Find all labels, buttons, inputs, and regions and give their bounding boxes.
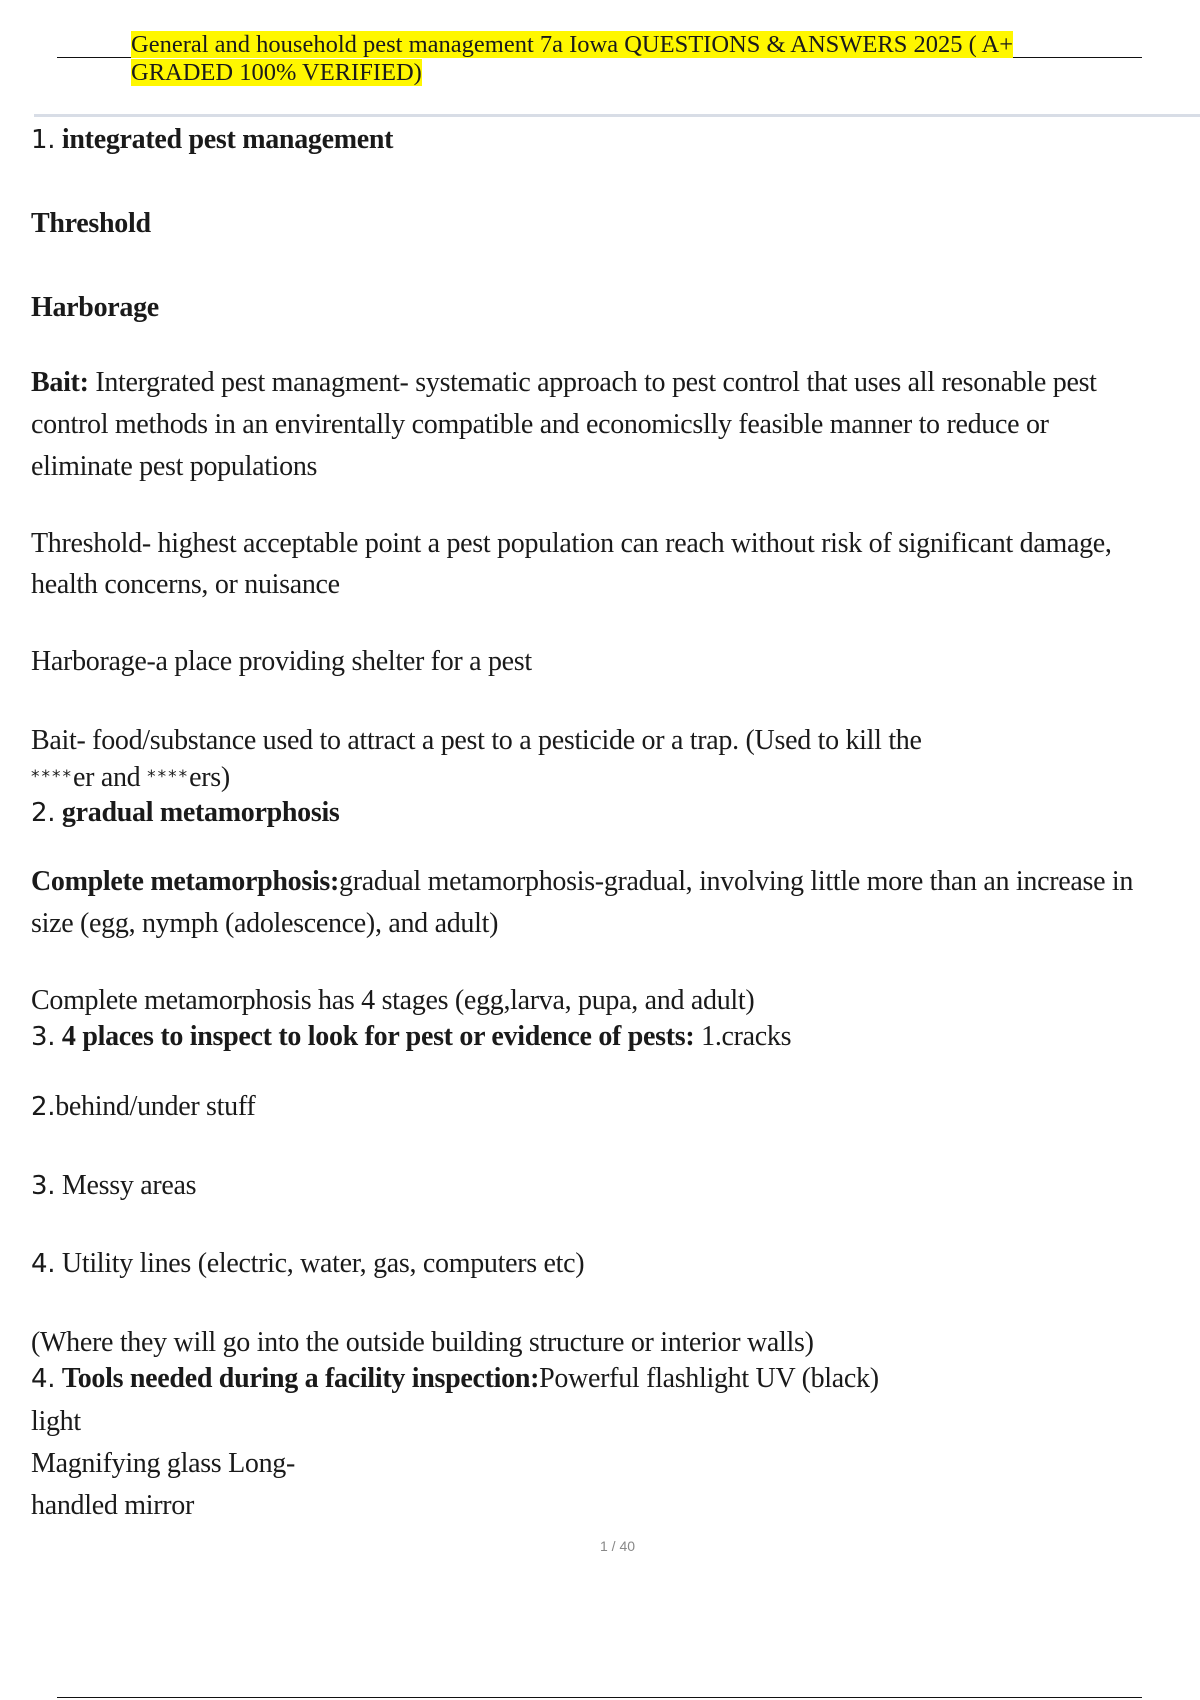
question-number: 4. (31, 1364, 56, 1394)
gradual-definition-line-2: size (egg, nymph (adolescence), and adult) (31, 908, 499, 939)
title-line-2: GRADED 100% VERIFIED) (131, 59, 422, 86)
threshold-definition-line-2: health concerns, or nuisance (31, 569, 340, 600)
answer-item-2: 2.behind/under stuff (31, 1091, 256, 1122)
bait-definition-line-2: ****er and ****ers) (31, 762, 230, 793)
answer-item-4: 4. Utility lines (electric, water, gas, computers etc) (31, 1248, 585, 1279)
question-title: gradual metamorphosis (61, 797, 340, 828)
tools-line-1: Powerful flashlight UV (black) (539, 1363, 879, 1394)
question-number: 1. (31, 125, 56, 155)
threshold-definition-line-1: Threshold- highest acceptable point a pest population can reach without risk of significant damage, (31, 528, 1112, 559)
question-title: 4 places to inspect to look for pest or evidence of pests: (61, 1021, 695, 1052)
bait-definition-line-1: Bait- food/substance used to attract a pest to a pesticide or a trap. (Used to kill the (31, 725, 922, 756)
question-title: Tools needed during a facility inspection: (61, 1363, 540, 1394)
footer-rule (57, 1697, 1142, 1698)
complete-metamorphosis-label: Complete metamorphosis: (31, 866, 340, 897)
question-1-heading (31, 124, 393, 156)
answer-item-3: 3. Messy areas (31, 1170, 197, 1201)
harborage-definition: Harborage-a place providing shelter for a pest (31, 646, 532, 677)
tools-line-4: handled mirror (31, 1490, 194, 1521)
bait-label: Bait: (31, 367, 89, 398)
term-harborage: Harborage (31, 292, 159, 323)
ipm-definition-line-1: Bait: Intergrated pest managment- systematic approach to pest control that uses all resonable pest (31, 367, 1097, 398)
title-line-1: General and household pest management 7a Iowa QUESTIONS & ANSWERS 2025 ( A+ (131, 31, 1014, 58)
document-title (131, 31, 1091, 87)
question-3-heading (31, 1021, 791, 1053)
question-number: 3. (31, 1022, 56, 1052)
ipm-definition-line-3: eliminate pest populations (31, 451, 318, 482)
page-number: 1 / 40 (600, 1538, 636, 1554)
question-4-heading (31, 1363, 879, 1395)
question-2-heading (31, 797, 340, 829)
question-title: integrated pest management (61, 124, 394, 155)
term-threshold: Threshold (31, 208, 151, 239)
gradual-definition-line-1: Complete metamorphosis:gradual metamorphosis-gradual, involving little more than an increase in (31, 866, 1134, 897)
tools-line-2: light (31, 1406, 81, 1437)
complete-definition: Complete metamorphosis has 4 stages (egg,larva, pupa, and adult) (31, 985, 755, 1016)
question-number: 2. (31, 798, 56, 828)
header-separator (34, 114, 1200, 117)
tools-line-3: Magnifying glass Long- (31, 1448, 296, 1479)
answer-item-1: 1.cracks (701, 1021, 792, 1052)
ipm-definition-line-2: control methods in an envirentally compatible and economicslly feasible manner to reduce or (31, 409, 1049, 440)
answer-note: (Where they will go into the outside building structure or interior walls) (31, 1327, 814, 1358)
